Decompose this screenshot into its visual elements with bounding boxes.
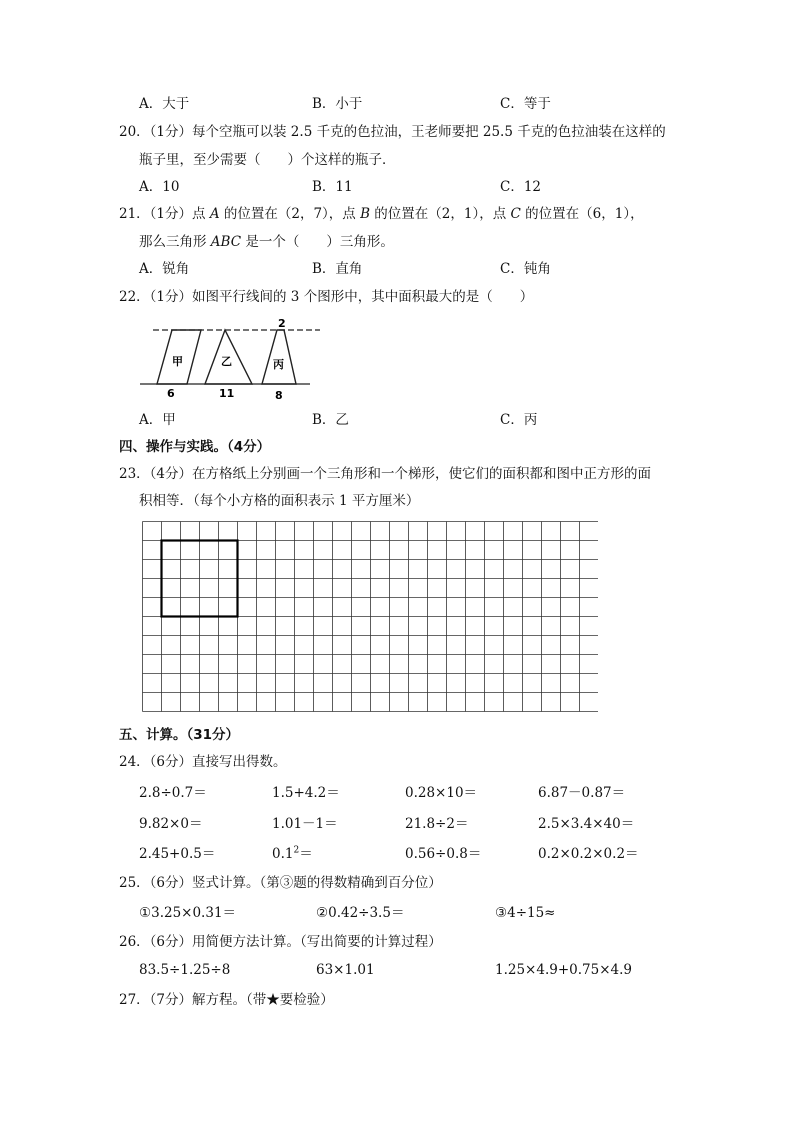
q19-option-c: C．等于	[500, 96, 551, 112]
q24-item: 2.5×3.4×40＝	[538, 816, 635, 832]
q20-option-a: A．10	[139, 179, 180, 195]
q24-title: 24．（6分）直接写出得数。	[119, 754, 287, 770]
label-yi: 乙	[221, 355, 232, 368]
q25-item-1: ①3.25×0.31＝	[139, 905, 237, 921]
trapezoid-bing	[262, 330, 296, 384]
q20-stem-line2: 瓶子里，至少需要（ ）个这样的瓶子．	[139, 152, 396, 168]
q21-stem-line1: 21．（1分）点 A 的位置在（2，7），点 B 的位置在（2，1），点 C 的位置在（6，1），	[119, 206, 644, 222]
q24-item: 6.87－0.87＝	[538, 785, 626, 801]
point-b-label: B	[360, 206, 370, 222]
q22-option-b: B．乙	[312, 412, 349, 428]
q26-item-1: 83.5÷1.25÷8	[139, 962, 231, 978]
q24-item: 0.2×0.2×0.2＝	[538, 846, 639, 862]
q22-option-a: A．甲	[139, 412, 176, 428]
q21-option-b: B．直角	[312, 261, 363, 277]
q25-title: 25．（6分）竖式计算。（第③题的得数精确到百分位）	[119, 875, 442, 891]
q19-option-a: A．大于	[139, 96, 190, 112]
q20-option-c: C．12	[500, 179, 542, 195]
q26-item-2: 63×1.01	[316, 962, 375, 978]
q24-item: 0.56÷0.8＝	[405, 846, 482, 862]
q24-item: 2.45+0.5＝	[139, 846, 216, 862]
section-4-heading: 四、操作与实践。（4分）	[119, 439, 271, 455]
q24-item: 21.8÷2＝	[405, 816, 469, 832]
parallel-lines-figure	[135, 313, 325, 403]
q20-stem-line1: 20．（1分）每个空瓶可以装 2.5 千克的色拉油，王老师要把 25.5 千克的色拉油装在这样的	[119, 124, 666, 140]
q23-stem-line1: 23．（4分）在方格纸上分别画一个三角形和一个梯形，使它们的面积都和图中正方形的面	[119, 466, 652, 482]
q23-stem-line2: 积相等．（每个小方格的面积表示 1 平方厘米）	[139, 493, 420, 509]
point-c-label: C	[510, 206, 521, 222]
q25-item-2: ②0.42÷3.5＝	[316, 905, 405, 921]
q21-stem-line2: 那么三角形 ABC 是一个（ ）三角形。	[139, 234, 394, 250]
square-grid-paper[interactable]	[142, 521, 598, 713]
q24-item: 0.28×10＝	[405, 785, 478, 801]
q19-option-b: B．小于	[312, 96, 363, 112]
q24-item: 2.8÷0.7＝	[139, 785, 207, 801]
q22-option-c: C．丙	[500, 412, 538, 428]
q22-stem: 22．（1分）如图平行线间的 3 个图形中，其中面积最大的是（ ）	[119, 289, 534, 305]
base-bing-8: 8	[275, 389, 283, 402]
label-jia: 甲	[172, 355, 183, 368]
base-yi-11: 11	[219, 387, 235, 400]
section-5-heading: 五、计算。（31分）	[119, 727, 240, 743]
q27-title: 27．（7分）解方程。（带★要检验）	[119, 992, 334, 1008]
q26-item-3: 1.25×4.9+0.75×4.9	[495, 962, 632, 978]
q21-option-a: A．锐角	[139, 261, 190, 277]
q26-title: 26．（6分）用简便方法计算。（写出简要的计算过程）	[119, 934, 442, 950]
base-jia-6: 6	[167, 387, 175, 400]
label-bing: 丙	[273, 358, 284, 371]
q25-item-3: ③4÷15≈	[495, 905, 556, 921]
top-bing-2: 2	[278, 317, 286, 330]
q24-item: 1.01－1＝	[272, 816, 338, 832]
q24-item-power: $0.1^2=$	[272, 845, 313, 862]
q24-item: 1.5+4.2＝	[272, 785, 340, 801]
q20-option-b: B．11	[312, 179, 353, 195]
q21-option-c: C．钝角	[500, 261, 551, 277]
q24-item: 9.82×0＝	[139, 816, 203, 832]
triangle-abc-label: ABC	[210, 234, 242, 250]
point-a-label: A	[209, 206, 220, 222]
